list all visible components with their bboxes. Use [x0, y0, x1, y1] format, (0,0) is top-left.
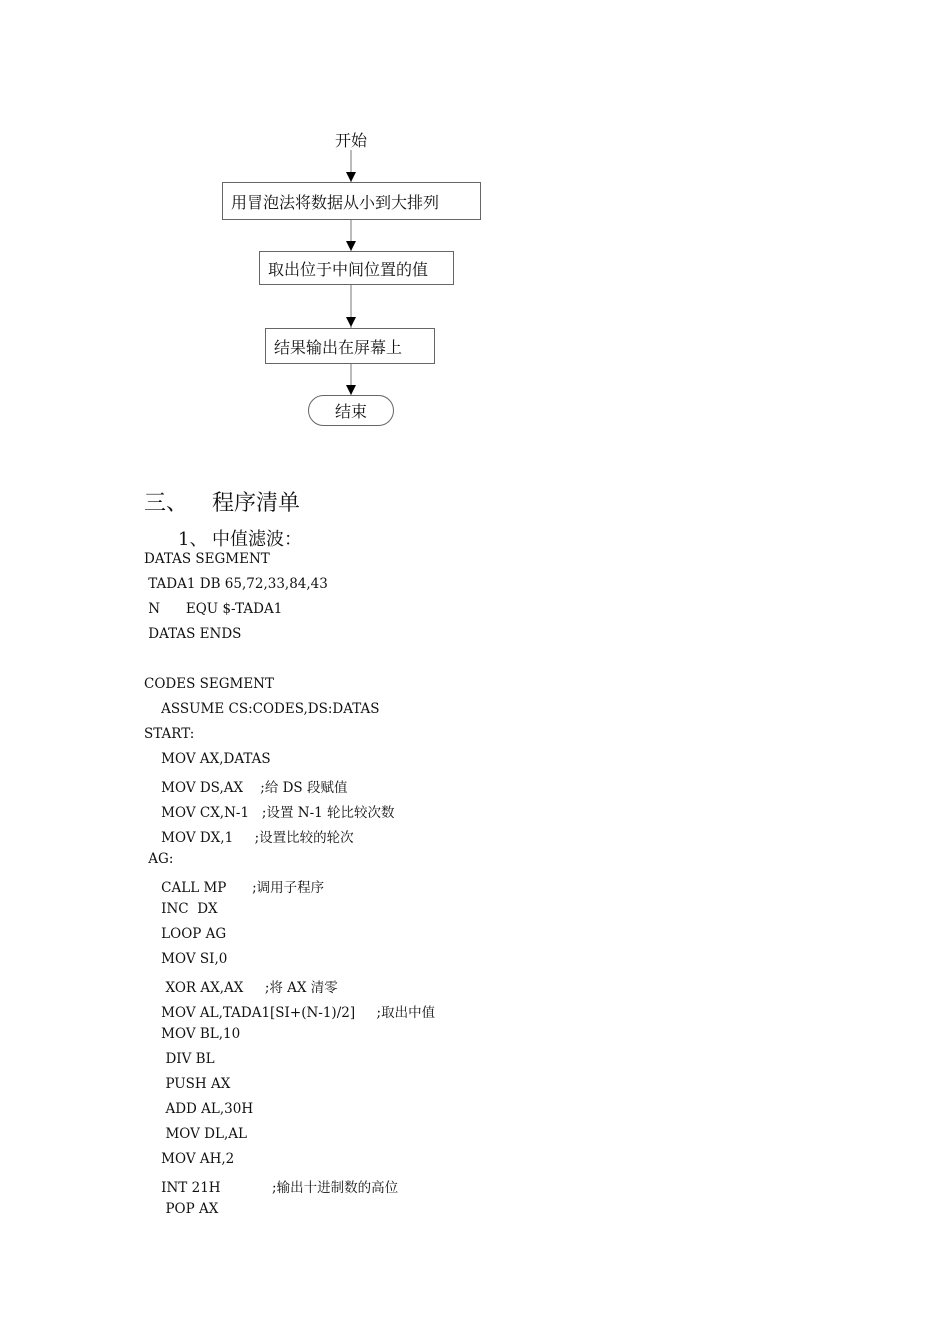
code-line: MOV AH,2 — [144, 1151, 235, 1167]
arrowhead-1 — [346, 172, 356, 182]
flow-step-sort — [222, 182, 481, 220]
code-line: MOV DL,AL — [144, 1126, 247, 1142]
code-line: ADD AL,30H — [144, 1101, 254, 1117]
flow-step-output — [265, 328, 435, 364]
code-line: PUSH AX — [144, 1076, 231, 1092]
code-line: CALL MP ;调用子程序 — [144, 880, 325, 896]
code-line: POP AX — [144, 1201, 219, 1217]
code-line: DATAS SEGMENT — [144, 551, 270, 567]
code-line: TADA1 DB 65,72,33,84,43 — [144, 576, 328, 592]
flow-start-label: 开始 — [335, 131, 368, 150]
flowchart — [0, 0, 950, 460]
code-line: DATAS ENDS — [144, 626, 242, 642]
code-line: ASSUME CS:CODES,DS:DATAS — [144, 701, 380, 717]
code-line: START: — [144, 726, 195, 742]
flowchart-connectors — [0, 0, 950, 460]
code-line: MOV AL,TADA1[SI+(N-1)/2] ;取出中值 — [144, 1005, 436, 1021]
code-line: XOR AX,AX ;将 AX 清零 — [144, 980, 338, 996]
code-line: INT 21H ;输出十进制数的高位 — [144, 1180, 399, 1196]
code-line: MOV BL,10 — [144, 1026, 241, 1042]
arrowhead-2 — [346, 241, 356, 251]
code-line: DIV BL — [144, 1051, 215, 1067]
code-line: N EQU $-TADA1 — [144, 601, 283, 617]
flow-end — [308, 395, 394, 426]
arrowhead-3 — [346, 317, 356, 327]
code-line: INC DX — [144, 901, 218, 917]
code-line: MOV DX,1 ;设置比较的轮次 — [144, 830, 354, 846]
flow-end-label: 结束 — [334, 402, 367, 421]
code-line: LOOP AG — [144, 926, 227, 942]
section-title: 程序清单 — [212, 491, 301, 516]
subsection-title: 中值滤波： — [212, 529, 302, 550]
flow-step-sort-label: 用冒泡法将数据从小到大排列 — [231, 192, 440, 212]
code-line: CODES SEGMENT — [144, 676, 274, 692]
flow-step-output-label: 结果输出在屏幕上 — [274, 337, 403, 357]
code-line: AG: — [144, 851, 174, 867]
section-number: 三、 — [144, 491, 189, 516]
flow-step-median-label: 取出位于中间位置的值 — [268, 259, 429, 279]
code-line: MOV CX,N-1 ;设置 N-1 轮比较次数 — [144, 805, 395, 821]
arrowhead-4 — [346, 385, 356, 395]
subsection-number: 1、 — [178, 529, 208, 550]
flow-step-median — [259, 251, 454, 285]
code-line: MOV DS,AX ;给 DS 段赋值 — [144, 780, 348, 796]
code-line: MOV AX,DATAS — [144, 751, 271, 767]
code-line: MOV SI,0 — [144, 951, 228, 967]
